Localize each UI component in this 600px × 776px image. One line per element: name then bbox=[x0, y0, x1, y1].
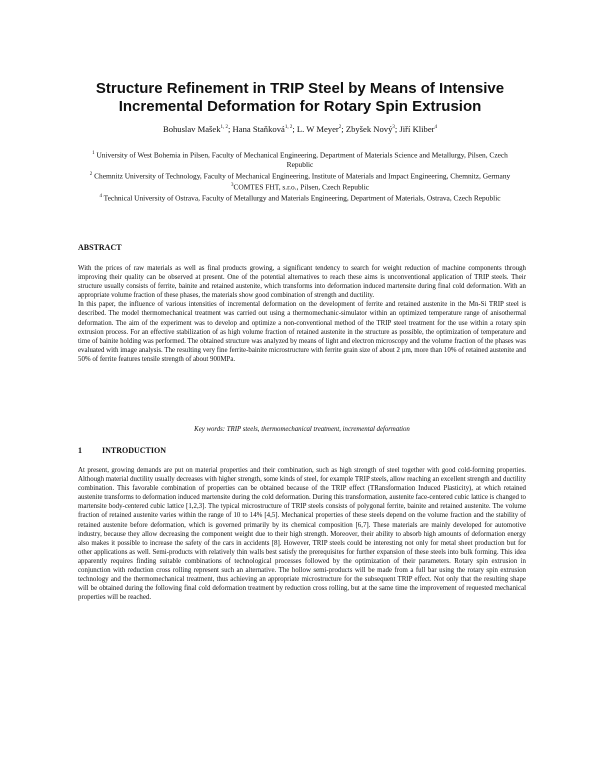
affiliation bbox=[82, 149, 518, 170]
author-name: Zbyšek Nový bbox=[345, 123, 393, 134]
author-separator: ; bbox=[292, 123, 297, 134]
author-affil-sup: 4 bbox=[434, 125, 438, 130]
author-list bbox=[60, 122, 540, 135]
affiliation-sup: 3 bbox=[230, 182, 234, 188]
keywords: Key words: TRIP steels, thermomechanical treatment, incremental deformation bbox=[194, 426, 410, 433]
author-separator: ; bbox=[341, 123, 346, 134]
author-name: Hana Staňková bbox=[232, 123, 285, 134]
author-name: L. W Meyer bbox=[296, 123, 339, 134]
paper-title: Structure Refinement in TRIP Steel by Means of Intensive Incremental Deformation for Rotary Spin Extrusion bbox=[95, 80, 505, 115]
author-affil-sup: 1, 2 bbox=[284, 125, 293, 130]
author-affil-sup: 3 bbox=[392, 125, 395, 130]
affiliation-sup: 1 bbox=[92, 151, 95, 156]
affiliation bbox=[82, 192, 518, 203]
section-title: INTRODUCTION bbox=[102, 446, 167, 455]
author-affil-sup: 2 bbox=[338, 125, 342, 130]
abstract-body bbox=[78, 264, 526, 364]
abstract-paragraph: In this paper, the influence of various intensities of incremental deformation on the development of ferrite and retained austenite in the Mn-Si TRIP steel is described. The model thermomechanical treatment was carried out using a thermomechanic-simulator within an optimized temperature range of anisothermal deformation. The aim of the experiment was to develop and optimize a non-conventional method of the TRIP steel treatment for the use within a rotary spin extrusion process. For an effective stabilization of as high volume fraction of retained austenite in the structure as possible, the optimization of temperature and time of bainite holding was performed. The obtained structure was analyzed by means of light and electron microscopy and the volume fraction of the phases was evaluated with image analysis. The resulting very fine ferrite-bainite microstructure with ferrite grain size of about 2 μm, more than 10% of retained austenite and 50% of ferrite features tensile strength of about 900MPa. bbox=[78, 301, 526, 363]
introduction-body bbox=[78, 466, 526, 602]
section-number: 1 bbox=[78, 446, 82, 455]
affiliation bbox=[82, 181, 518, 192]
author-name: Bohuslav Mašek bbox=[162, 123, 221, 134]
affiliation-text: Chemnitz University of Technology, Faculty of Mechanical Engineering, Institute of Materials and Impact Engineering, Chemnitz, Germany bbox=[94, 171, 511, 181]
affiliation-text: COMTES FHT, s.r.o., Pilsen, Czech Republic bbox=[233, 182, 370, 192]
affiliation-sup: 2 bbox=[89, 171, 93, 177]
author-affil-sup: 1, 2 bbox=[220, 125, 228, 130]
author-separator: ; bbox=[228, 123, 233, 134]
affiliation-list bbox=[82, 149, 518, 203]
abstract-paragraph: With the prices of raw materials as well as final products growing, a significant tendency to search for weight reduction of machine components through improving their quality can be observed at present. One of the potential alternatives to reach these aims is unconventional application of TRIP steels. Their structure usually consists of ferrite, bainite and retained austenite, which transforms into deformation induced martensite during final cold deformation. With an appropriate volume fraction of these phases, the materials show good combination of strength and ductility. bbox=[78, 265, 526, 300]
affiliation-text: University of West Bohemia in Pilsen, Faculty of Mechanical Engineering, Department of Materials Science and Metallurgy, Pilsen, Czech Republic bbox=[96, 150, 508, 170]
author-separator: ; bbox=[394, 123, 400, 134]
abstract-heading: ABSTRACT bbox=[78, 243, 122, 252]
section-heading bbox=[78, 446, 526, 455]
author-name: Jiří Kliber bbox=[399, 123, 435, 134]
body-paragraph: At present, growing demands are put on material properties and their combination, such as high strength of steel together with good cold-forming properties. Although material ductility usually decreases with higher strength, some kinds of steel, for example TRIP steels, allow reaching an excellent strength and ductility combination. This favorable combination of properties can be obtained because of the TRIP effect (TRansformation Induced Plasticity), at which retained austenite transforms to deformation induced martensite during the cold deformation. During this transformation, austenite face-centered cubic lattice is changed to martensite body-centered cubic lattice [1,2,3]. The typical microstructure of TRIP steels consists of polygonal ferrite, bainite and retained austenite. The volume fraction of retained austenite varies within the range of 10 to 14% [4,5]. Mechanical properties of these steels depend on the volume fraction and the stability of retained austenite before deformation, which is governed primarily by its chemical composition [6,7]. These materials are mainly developed for automotive industry, because they allow decreasing the component weight due to their high strength. Moreover, their ability to absorb high amounts of deformation energy also makes it possible to increase the safety of the cars in accidents [8]. However, TRIP steels could be interesting not only for metal sheet production but for other applications as well. Semi-products with relatively thin walls best satisfy the prerequisites for further expansion of these steels into bulk forming. This idea apparently requires finding suitable combinations of technological processes followed by the optimization of their parameters. Rotary spin extrusion in conjunction with reduction cross rolling represent such an alternative. The hollow semi-products will be made from a full bar using the rotary spin extrusion technology and the thermomechanical treatment, thus achieving an appropriate microstructure for the subsequent TRIP effect. Not only that the resulting shape will be obtained during the following final cold deformation treatment by reduction cross rolling, but at the same time the improvement of requested mechanical properties will be reached. bbox=[78, 467, 526, 602]
affiliation-text: Technical University of Ostrava, Faculty of Metallurgy and Materials Engineering, Department of Materials, Ostrava, Czech Republic bbox=[103, 193, 501, 203]
affiliation-sup: 4 bbox=[99, 193, 102, 199]
affiliation bbox=[82, 170, 518, 181]
